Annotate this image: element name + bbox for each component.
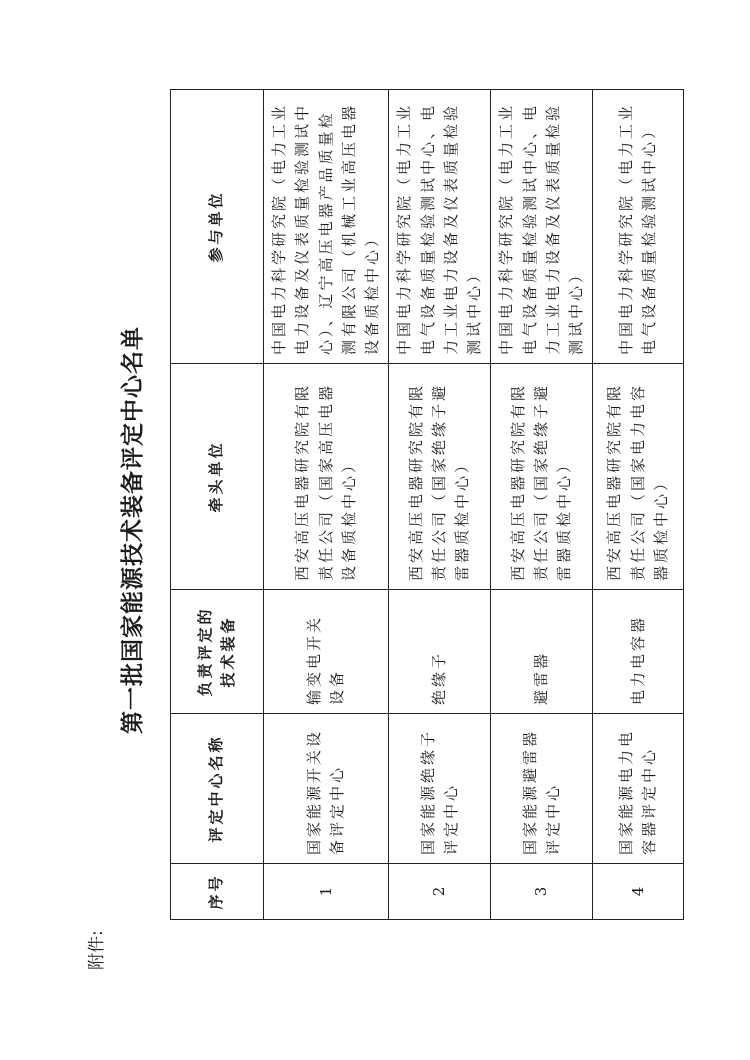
cell-lead-unit: 西安高压电器研究院有限责任公司（国家高压电器设备质检中心） xyxy=(264,364,389,590)
cell-equipment: 输变电开关设备 xyxy=(264,590,389,714)
evaluation-center-table xyxy=(170,89,684,920)
cell-center-name: 国家能源绝缘子评定中心 xyxy=(389,714,491,864)
header-lead-unit: 牵头单位 xyxy=(171,364,264,590)
attachment-label: 附件: xyxy=(87,930,107,970)
cell-equipment: 绝缘子 xyxy=(389,590,491,714)
document-title: 第一批国家能源技术装备评定中心名单 xyxy=(120,326,146,734)
table-row xyxy=(491,90,593,920)
cell-seq: 3 xyxy=(491,864,593,920)
header-equipment: 负责评定的技术装备 xyxy=(171,590,264,714)
cell-center-name: 国家能源电力电容器评定中心 xyxy=(593,714,684,864)
cell-participant-units: 中国电力科学研究院（电力工业电气设备质量检验测试中心、电力工业电力设备及仪表质量检验测试中心） xyxy=(389,90,491,364)
cell-center-name: 国家能源避雷器评定中心 xyxy=(491,714,593,864)
cell-participant-units: 中国电力科学研究院（电力工业电力设备及仪表质量检验测试中心）、辽宁高压电器产品质量检测有限公司（机械工业高压电器设备质检中心） xyxy=(264,90,389,364)
header-participant-units: 参与单位 xyxy=(171,90,264,364)
cell-lead-unit: 西安高压电器研究院有限责任公司（国家绝缘子避雷器质检中心） xyxy=(389,364,491,590)
cell-equipment: 避雷器 xyxy=(491,590,593,714)
cell-seq: 1 xyxy=(264,864,389,920)
header-center-name: 评定中心名称 xyxy=(171,714,264,864)
table-header-row xyxy=(171,90,264,920)
cell-seq: 4 xyxy=(593,864,684,920)
table-row xyxy=(264,90,389,920)
cell-equipment: 电力电容器 xyxy=(593,590,684,714)
table-row xyxy=(593,90,684,920)
table-row xyxy=(389,90,491,920)
header-seq: 序号 xyxy=(171,864,264,920)
cell-participant-units: 中国电力科学研究院（电力工业电气设备质量检验测试中心） xyxy=(593,90,684,364)
cell-lead-unit: 西安高压电器研究院有限责任公司（国家电力电容器质检中心） xyxy=(593,364,684,590)
cell-center-name: 国家能源开关设备评定中心 xyxy=(264,714,389,864)
cell-participant-units: 中国电力科学研究院（电力工业电气设备质量检验测试中心、电力工业电力设备及仪表质量检验测试中心） xyxy=(491,90,593,364)
cell-lead-unit: 西安高压电器研究院有限责任公司（国家绝缘子避雷器质检中心） xyxy=(491,364,593,590)
cell-seq: 2 xyxy=(389,864,491,920)
